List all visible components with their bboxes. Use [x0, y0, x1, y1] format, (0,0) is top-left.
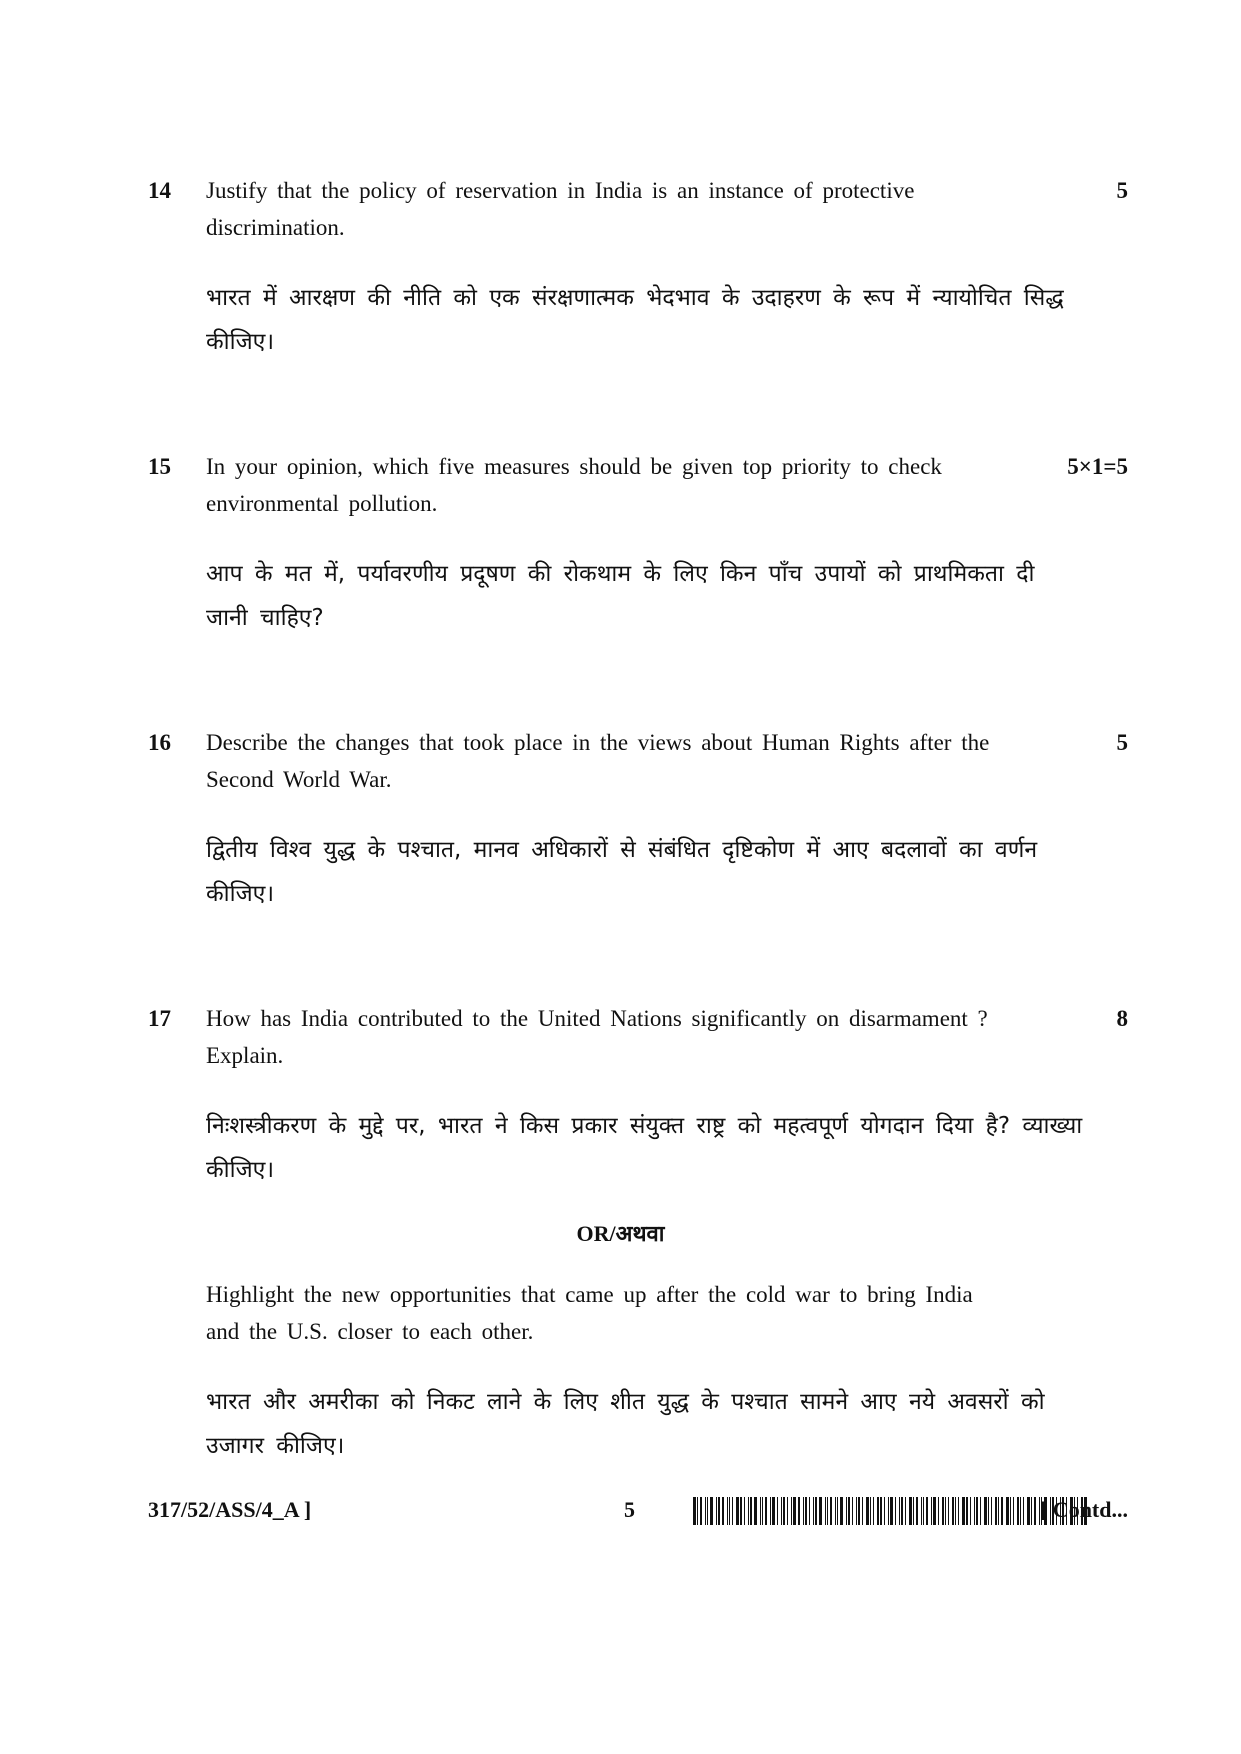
barcode-bar	[945, 1497, 946, 1525]
barcode-bar	[1027, 1497, 1030, 1525]
barcode-bar	[966, 1497, 968, 1525]
barcode-bar	[955, 1497, 956, 1525]
barcode-bar	[732, 1497, 733, 1525]
alternative-hindi-text: भारत और अमरीका को निकट लाने के लिए शीत युद्ध के पश्चात सामने आए नये अवसरों को उजागर कीजिए।	[206, 1389, 1045, 1459]
barcode-bar	[705, 1497, 706, 1525]
question-marks: 8	[1116, 1006, 1128, 1031]
barcode-bar	[995, 1497, 997, 1525]
question-hindi-text: भारत में आरक्षण की नीति को एक संरक्षणात्मक भेदभाव के उदाहरण के रूप में न्यायोचित सिद्ध कीजिए।	[206, 285, 1064, 355]
question-number: 15	[148, 454, 171, 479]
barcode-bar	[899, 1497, 900, 1525]
barcode-bar	[958, 1497, 959, 1525]
alternative-english-text: Highlight the new opportunities that came up after the cold war to bring India and the U.S. closer to each other.	[206, 1282, 973, 1344]
barcode-bar	[1010, 1497, 1011, 1525]
question-english-text: In your opinion, which five measures should be given top priority to check environmental pollution.	[206, 454, 942, 516]
barcode-bar	[848, 1497, 850, 1525]
barcode-bar	[880, 1497, 882, 1525]
barcode-bar	[1034, 1497, 1036, 1525]
barcode-bar	[1031, 1497, 1032, 1525]
barcode-bar	[803, 1497, 804, 1525]
barcode-bar	[976, 1497, 978, 1525]
barcode-bar	[697, 1497, 698, 1525]
barcode-bar	[942, 1497, 944, 1525]
barcode-bar	[998, 1497, 999, 1525]
question-marks: 5×1=5	[1067, 454, 1128, 479]
question-marks: 5	[1116, 730, 1128, 755]
barcode-bar	[707, 1497, 708, 1525]
barcode-bar	[772, 1497, 775, 1525]
barcode-bar	[827, 1497, 828, 1525]
question-english-text: How has India contributed to the United Nations significantly on disarmament ? Explain.	[206, 1006, 988, 1068]
barcode-bar	[729, 1497, 730, 1525]
barcode-bar	[991, 1497, 992, 1525]
barcode-bar	[765, 1497, 767, 1525]
barcode-bar	[1006, 1497, 1009, 1525]
barcode-bar	[1013, 1497, 1014, 1525]
barcode-bar	[727, 1497, 728, 1525]
barcode-bar	[980, 1497, 981, 1525]
barcode-bar	[931, 1497, 932, 1525]
barcode-bar	[856, 1497, 857, 1525]
barcode-bar	[805, 1497, 807, 1525]
barcode-bar	[762, 1497, 763, 1525]
barcode-bar	[909, 1497, 912, 1525]
barcode-bar	[1001, 1497, 1003, 1525]
barcode-bar	[781, 1497, 782, 1525]
barcode-bar	[901, 1497, 903, 1525]
barcode-bar	[798, 1497, 800, 1525]
barcode-bar	[770, 1497, 771, 1525]
question-number: 17	[148, 1006, 171, 1031]
question-number: 16	[148, 730, 171, 755]
contd-label: [ Contd...	[1039, 1497, 1128, 1522]
barcode-bar	[750, 1497, 752, 1525]
barcode-bar	[744, 1497, 745, 1525]
barcode-bar	[890, 1497, 893, 1525]
barcode-bar	[952, 1497, 954, 1525]
barcode-bar	[722, 1497, 724, 1525]
barcode-bar	[819, 1497, 822, 1525]
barcode-bar	[777, 1497, 778, 1525]
question-marks: 5	[1116, 178, 1128, 203]
question-english-text: Describe the changes that took place in the views about Human Rights after the Second World War.	[206, 730, 990, 792]
barcode-bar	[858, 1497, 860, 1525]
barcode-bar	[984, 1497, 987, 1525]
question-hindi-text: निःशस्त्रीकरण के मुद्दे पर, भारत ने किस प्रकार संयुक्त राष्ट्र को महत्वपूर्ण योगदान दिया है? व्याख्या कीजिए।	[206, 1113, 1083, 1183]
barcode-bar	[926, 1497, 928, 1525]
question-number: 14	[148, 178, 171, 203]
barcode-bar	[962, 1497, 965, 1525]
barcode-bar	[846, 1497, 847, 1525]
barcode-bar	[913, 1497, 914, 1525]
barcode-bar	[923, 1497, 924, 1525]
barcode-bar	[815, 1497, 817, 1525]
barcode-bar	[793, 1497, 796, 1525]
barcode-bar	[916, 1497, 918, 1525]
barcode-bar	[710, 1497, 713, 1525]
barcode-bar	[870, 1497, 871, 1525]
barcode-bar	[740, 1497, 742, 1525]
barcode-bar	[748, 1497, 749, 1525]
barcode-bar	[988, 1497, 989, 1525]
barcode-bar	[1017, 1497, 1019, 1525]
barcode-bar	[693, 1497, 696, 1525]
barcode-bar	[974, 1497, 975, 1525]
barcode-bar	[884, 1497, 885, 1525]
page-number: 5	[624, 1497, 635, 1522]
barcode-bar	[809, 1497, 810, 1525]
barcode-bar	[948, 1497, 949, 1525]
barcode-bar	[933, 1497, 936, 1525]
barcode-bar	[760, 1497, 761, 1525]
barcode-bar	[700, 1497, 702, 1525]
barcode-bar	[736, 1497, 739, 1525]
barcode-bar	[1023, 1497, 1024, 1525]
barcode-bar	[1020, 1497, 1021, 1525]
barcode-bar	[813, 1497, 814, 1525]
barcode-bar	[825, 1497, 826, 1525]
barcode-bar	[718, 1497, 720, 1525]
barcode-bar	[905, 1497, 906, 1525]
barcode-bar	[862, 1497, 863, 1525]
barcode-bar	[791, 1497, 792, 1525]
barcode-bar	[921, 1497, 922, 1525]
page-footer	[148, 1497, 1128, 1537]
barcode-bar	[835, 1497, 836, 1525]
question-hindi-text: आप के मत में, पर्यावरणीय प्रदूषण की रोकथाम के लिए किन पाँच उपायों को प्राथमिकता दी जानी चाहिए?	[206, 561, 1035, 631]
barcode-bar	[888, 1497, 889, 1525]
question-hindi-text: द्वितीय विश्व युद्ध के पश्चात, मानव अधिकारों से संबंधित दृष्टिकोण में आए बदलावों का वर्णन कीजिए।	[206, 837, 1038, 907]
question-english-text: Justify that the policy of reservation in India is an instance of protective discrimination.	[206, 178, 915, 240]
barcode-bar	[787, 1497, 788, 1525]
barcode-bar	[938, 1497, 939, 1525]
barcode-bar	[754, 1497, 757, 1525]
barcode-bar	[970, 1497, 971, 1525]
barcode-bar	[837, 1497, 838, 1525]
barcode-bar	[852, 1497, 853, 1525]
barcode-bar	[873, 1497, 874, 1525]
barcode-bar	[716, 1497, 717, 1525]
barcode-bar	[877, 1497, 879, 1525]
barcode-bar	[866, 1497, 869, 1525]
or-divider: OR/अथवा	[576, 1221, 665, 1246]
barcode-bar	[895, 1497, 896, 1525]
barcode-bar	[783, 1497, 785, 1525]
paper-code: 317/52/ASS/4_A ]	[148, 1497, 312, 1522]
barcode-bar	[830, 1497, 832, 1525]
barcode-bar	[840, 1497, 843, 1525]
